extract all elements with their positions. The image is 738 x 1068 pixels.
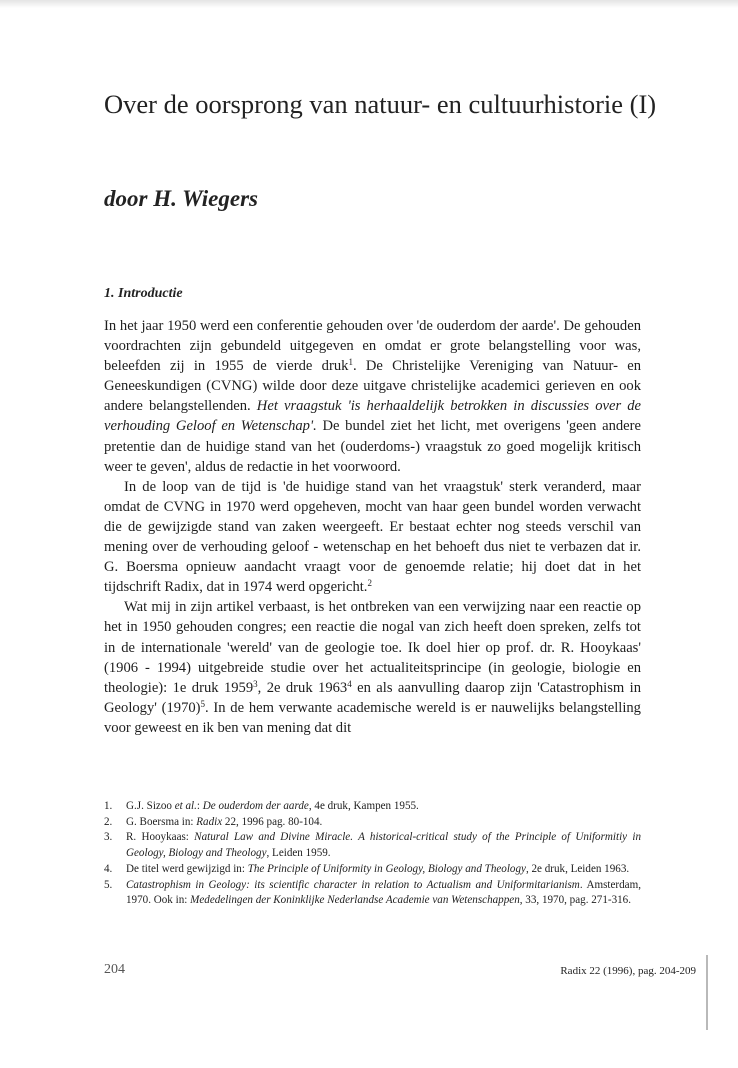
footnote-number: 5. [104, 878, 113, 891]
section-heading: 1. Introductie [104, 286, 183, 301]
footnotes [104, 799, 641, 909]
article-author: door H. Wiegers [104, 186, 258, 211]
text-run: De titel werd gewijzigd in: [126, 862, 248, 875]
body-paragraph [104, 597, 641, 738]
italic-text: De ouderdom der aarde [202, 800, 309, 812]
footnote [104, 878, 641, 909]
text-run: G.J. Sizoo [126, 800, 175, 812]
body-paragraph [104, 477, 641, 598]
text-run: R. Hooykaas: [126, 831, 195, 844]
page-number: 204 [104, 962, 125, 977]
text-run: , 33, 1970, pag. 271-316. [519, 894, 631, 907]
footnote-ref: 2 [367, 578, 372, 589]
text-run: 22, 1996 pag. 80-104. [222, 815, 323, 828]
italic-text: Mededelingen der Koninklijke Nederlandse Academie van Wetenschappen [190, 894, 520, 907]
text-run: , 2e druk, Leiden 1963. [525, 862, 630, 875]
text-run: In de loop van de tijd is 'de huidige stand van het vraagstuk' sterk veranderd, maar omdat de CVNG in 1970 werd opgeheven, mocht van haar geen bundel worden verwacht die de gewijzigde stand van zaken weergeeft. Er bestaat echter nog steeds verschil van mening over de verhouding geloof - wetenschap en het behoeft dus niet te verbazen dat ir. G. Boersma opnieuw aandacht vraagt voor de genoemde relatie; hij doet dat in het tijdschrift Radix, dat in 1974 werd opgericht. [104, 478, 641, 596]
text-run: De bundel ziet het licht, met overigens 'geen andere pretentie dan de huidige stand van het (ouderdoms-) vraagstuk zo goed mogelijk kritisch weer te geven', aldus de redactie in het voorwoord. [104, 418, 641, 475]
footnote-number: 1. [104, 800, 113, 812]
footnote-number: 4. [104, 862, 113, 875]
footnote-ref: 3 [253, 678, 258, 689]
text-run: . In de hem verwante academische wereld is er nauwelijks belangstelling voor geweest en ik ben van mening dat dit [104, 699, 641, 736]
footnote [104, 815, 641, 831]
text-run: In het jaar 1950 werd een conferentie gehouden over 'de ouderdom der aarde'. De gehouden voordrachten zijn gebundeld uitgegeven en omdat er grote belangstelling voor was, beleefden zij in 1955 de vierde druk [104, 318, 641, 375]
italic-text: Radix [196, 815, 223, 828]
italic-text: The Principle of Uniformity in Geology, Biology and Theology [247, 862, 526, 875]
text-run: , Leiden 1959. [266, 847, 331, 860]
text-run: , 4e druk, Kampen 1955. [308, 800, 419, 812]
footnote-ref: 5 [200, 698, 206, 709]
footnote-number: 2. [104, 815, 113, 828]
footnote-ref: 1 [348, 357, 353, 368]
italic-text: Het vraagstuk 'is herhaaldelijk betrokken in discussies over de verhouding Geloof en Wetenschap'. [104, 398, 641, 435]
text-run: . Amsterdam, 1970. Ook in: [126, 878, 641, 907]
italic-text: Natural Law and Divine Miracle. A historical-critical study of the Principle of Uniformitiy in Geology, Biology and Theology [126, 831, 641, 860]
footnote-number: 3. [104, 831, 113, 844]
text-run: en als aanvulling daarop zijn 'Catastrophism in Geology' (1970) [104, 679, 641, 716]
footnote-ref: 4 [347, 678, 352, 689]
footnote [104, 830, 641, 861]
footnote [104, 862, 641, 878]
italic-text: Catastrophism in Geology: its scientific character in relation to Actualism and Uniformitarianism [126, 878, 580, 891]
text-run: . De Christelijke Vereniging van Natuur- en Geneeskundigen (CVNG) wilde door deze uitgave christelijke academici gerieven en ook andere belangstellenden. [104, 358, 642, 415]
page-top-shadow [0, 0, 738, 8]
running-footer: Radix 22 (1996), pag. 204-209 [560, 965, 696, 977]
page-edge-line [706, 955, 708, 1030]
text-run: Wat mij in zijn artikel verbaast, is het ontbreken van een verwijzing naar een reactie op het in 1950 gehouden congres; een reactie die nogal van zich heeft doen spreken, zelfs tot in de internationale 'wereld' van de geologie toe. Ik doel hier op prof. dr. R. Hooykaas' (1906 - 1994) uitgebreide studie over het actualiteitsprincipe (in geologie, biologie en theologie): 1e druk 1959 [104, 599, 641, 696]
text-run: , 2e druk 1963 [257, 679, 348, 696]
body-paragraph [104, 316, 641, 477]
text-run: G. Boersma in: [126, 815, 197, 828]
text-run: : [196, 800, 203, 812]
body-text [104, 316, 641, 738]
footnote [104, 799, 641, 815]
article-title: Over de oorsprong van natuur- en cultuurhistorie (I) [104, 89, 657, 119]
italic-text: et al. [174, 800, 197, 812]
